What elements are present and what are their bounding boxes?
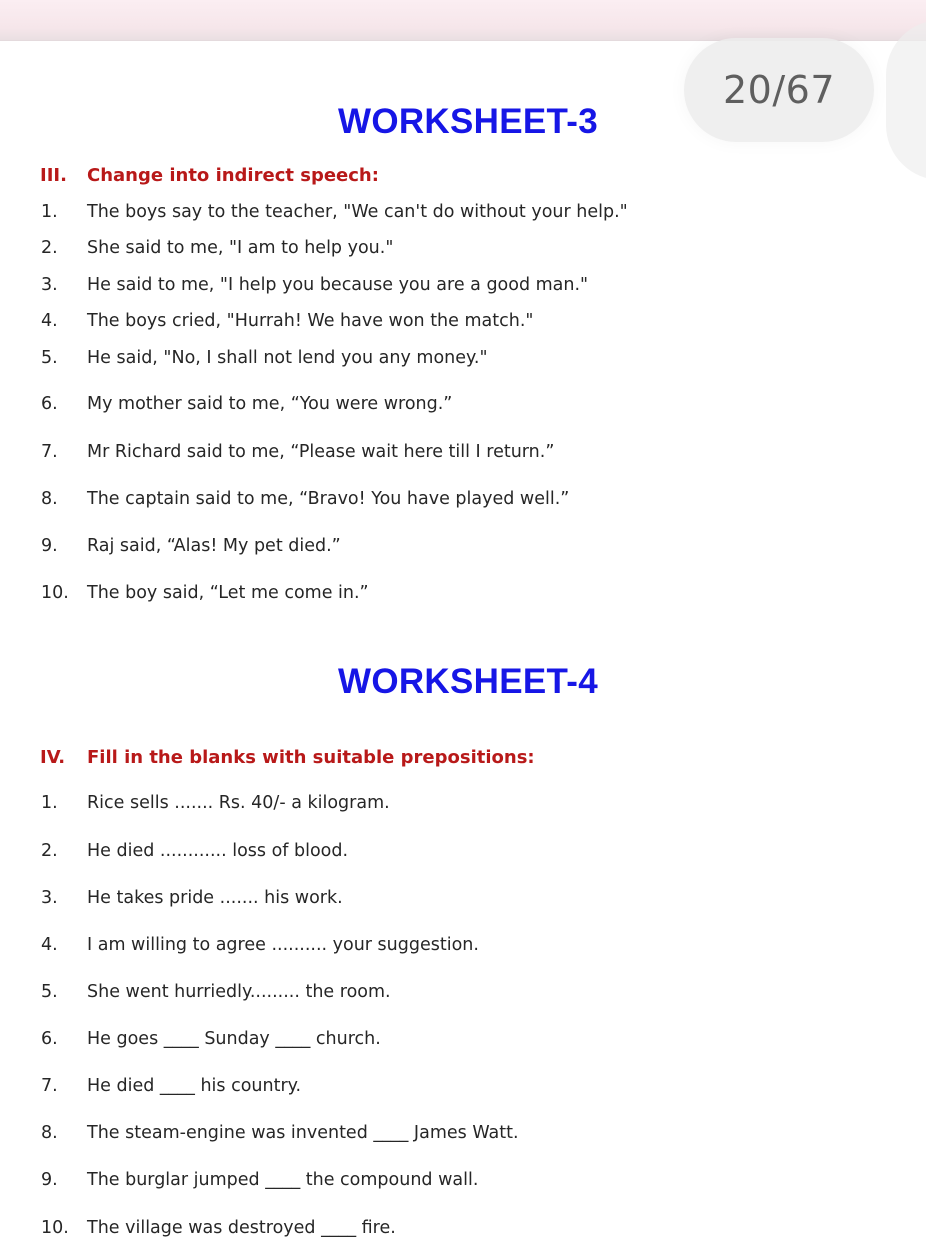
item-text: The burglar jumped ____ the compound wall. xyxy=(87,1170,479,1190)
item-text: He goes ____ Sunday ____ church. xyxy=(87,1029,381,1049)
item-text: The boys cried, "Hurrah! We have won the match." xyxy=(87,311,534,331)
item-number: 8. xyxy=(41,489,58,509)
item-text: He takes pride ....... his work. xyxy=(87,888,343,908)
exercise-item xyxy=(41,489,569,509)
section-heading-text: Fill in the blanks with suitable prepositions: xyxy=(87,747,535,768)
item-number: 5. xyxy=(41,982,58,1002)
item-number: 4. xyxy=(41,935,58,955)
viewer-edge-control xyxy=(886,20,926,180)
exercise-item xyxy=(41,1123,519,1143)
item-number: 4. xyxy=(41,311,58,331)
item-text: The boy said, “Let me come in.” xyxy=(87,583,369,603)
item-text: The village was destroyed ____ fire. xyxy=(87,1218,396,1238)
item-number: 7. xyxy=(41,1076,58,1096)
item-text: Mr Richard said to me, “Please wait here till I return.” xyxy=(87,442,555,462)
item-number: 6. xyxy=(41,394,58,414)
exercise-item xyxy=(41,793,390,813)
exercise-item xyxy=(41,583,369,603)
worksheet-3-title: WORKSHEET-3 xyxy=(338,102,598,141)
exercise-item xyxy=(41,841,348,861)
item-number: 9. xyxy=(41,1170,58,1190)
exercise-item xyxy=(41,311,533,331)
viewer-top-bar xyxy=(0,0,926,41)
exercise-item xyxy=(41,1170,478,1190)
item-number: 5. xyxy=(41,348,58,368)
item-text: He said, "No, I shall not lend you any money." xyxy=(87,348,488,368)
item-text: The boys say to the teacher, "We can't do without your help." xyxy=(87,202,628,222)
item-number: 1. xyxy=(41,202,58,222)
item-number: 8. xyxy=(41,1123,58,1143)
item-text: The steam-engine was invented ____ James Watt. xyxy=(87,1123,519,1143)
item-number: 10. xyxy=(41,583,69,603)
item-number: 10. xyxy=(41,1218,69,1238)
exercise-item xyxy=(41,442,554,462)
item-number: 3. xyxy=(41,888,58,908)
exercise-item xyxy=(41,238,393,258)
item-number: 1. xyxy=(41,793,58,813)
worksheet-4-title: WORKSHEET-4 xyxy=(338,662,598,701)
exercise-item xyxy=(41,348,488,368)
exercise-item xyxy=(41,202,628,222)
item-text: The captain said to me, “Bravo! You have played well.” xyxy=(87,489,570,509)
exercise-item xyxy=(41,888,343,908)
section-heading-text: Change into indirect speech: xyxy=(87,165,379,186)
exercise-item xyxy=(41,982,391,1002)
exercise-item xyxy=(41,394,452,414)
item-number: 6. xyxy=(41,1029,58,1049)
item-text: He died ____ his country. xyxy=(87,1076,302,1096)
item-text: Rice sells ....... Rs. 40/- a kilogram. xyxy=(87,793,390,813)
item-number: 9. xyxy=(41,536,58,556)
item-number: 7. xyxy=(41,442,58,462)
exercise-item xyxy=(41,1218,396,1238)
exercise-item xyxy=(41,1029,381,1049)
item-number: 3. xyxy=(41,275,58,295)
item-text: I am willing to agree .......... your suggestion. xyxy=(87,935,479,955)
item-text: He said to me, "I help you because you are a good man." xyxy=(87,275,589,295)
item-number: 2. xyxy=(41,841,58,861)
item-text: Raj said, “Alas! My pet died.” xyxy=(87,536,341,556)
exercise-item xyxy=(41,1076,301,1096)
section-heading-iv xyxy=(40,747,535,768)
item-text: He died ............ loss of blood. xyxy=(87,841,349,861)
section-heading-iii xyxy=(40,165,379,186)
exercise-item xyxy=(41,536,341,556)
item-text: She said to me, "I am to help you." xyxy=(87,238,394,258)
item-text: My mother said to me, “You were wrong.” xyxy=(87,394,453,414)
item-number: 2. xyxy=(41,238,58,258)
section-number: III. xyxy=(40,165,67,186)
item-text: She went hurriedly......... the room. xyxy=(87,982,391,1002)
exercise-item xyxy=(41,275,588,295)
section-number: IV. xyxy=(40,747,66,768)
page-indicator-text: 20/67 xyxy=(722,68,835,112)
exercise-item xyxy=(41,935,479,955)
